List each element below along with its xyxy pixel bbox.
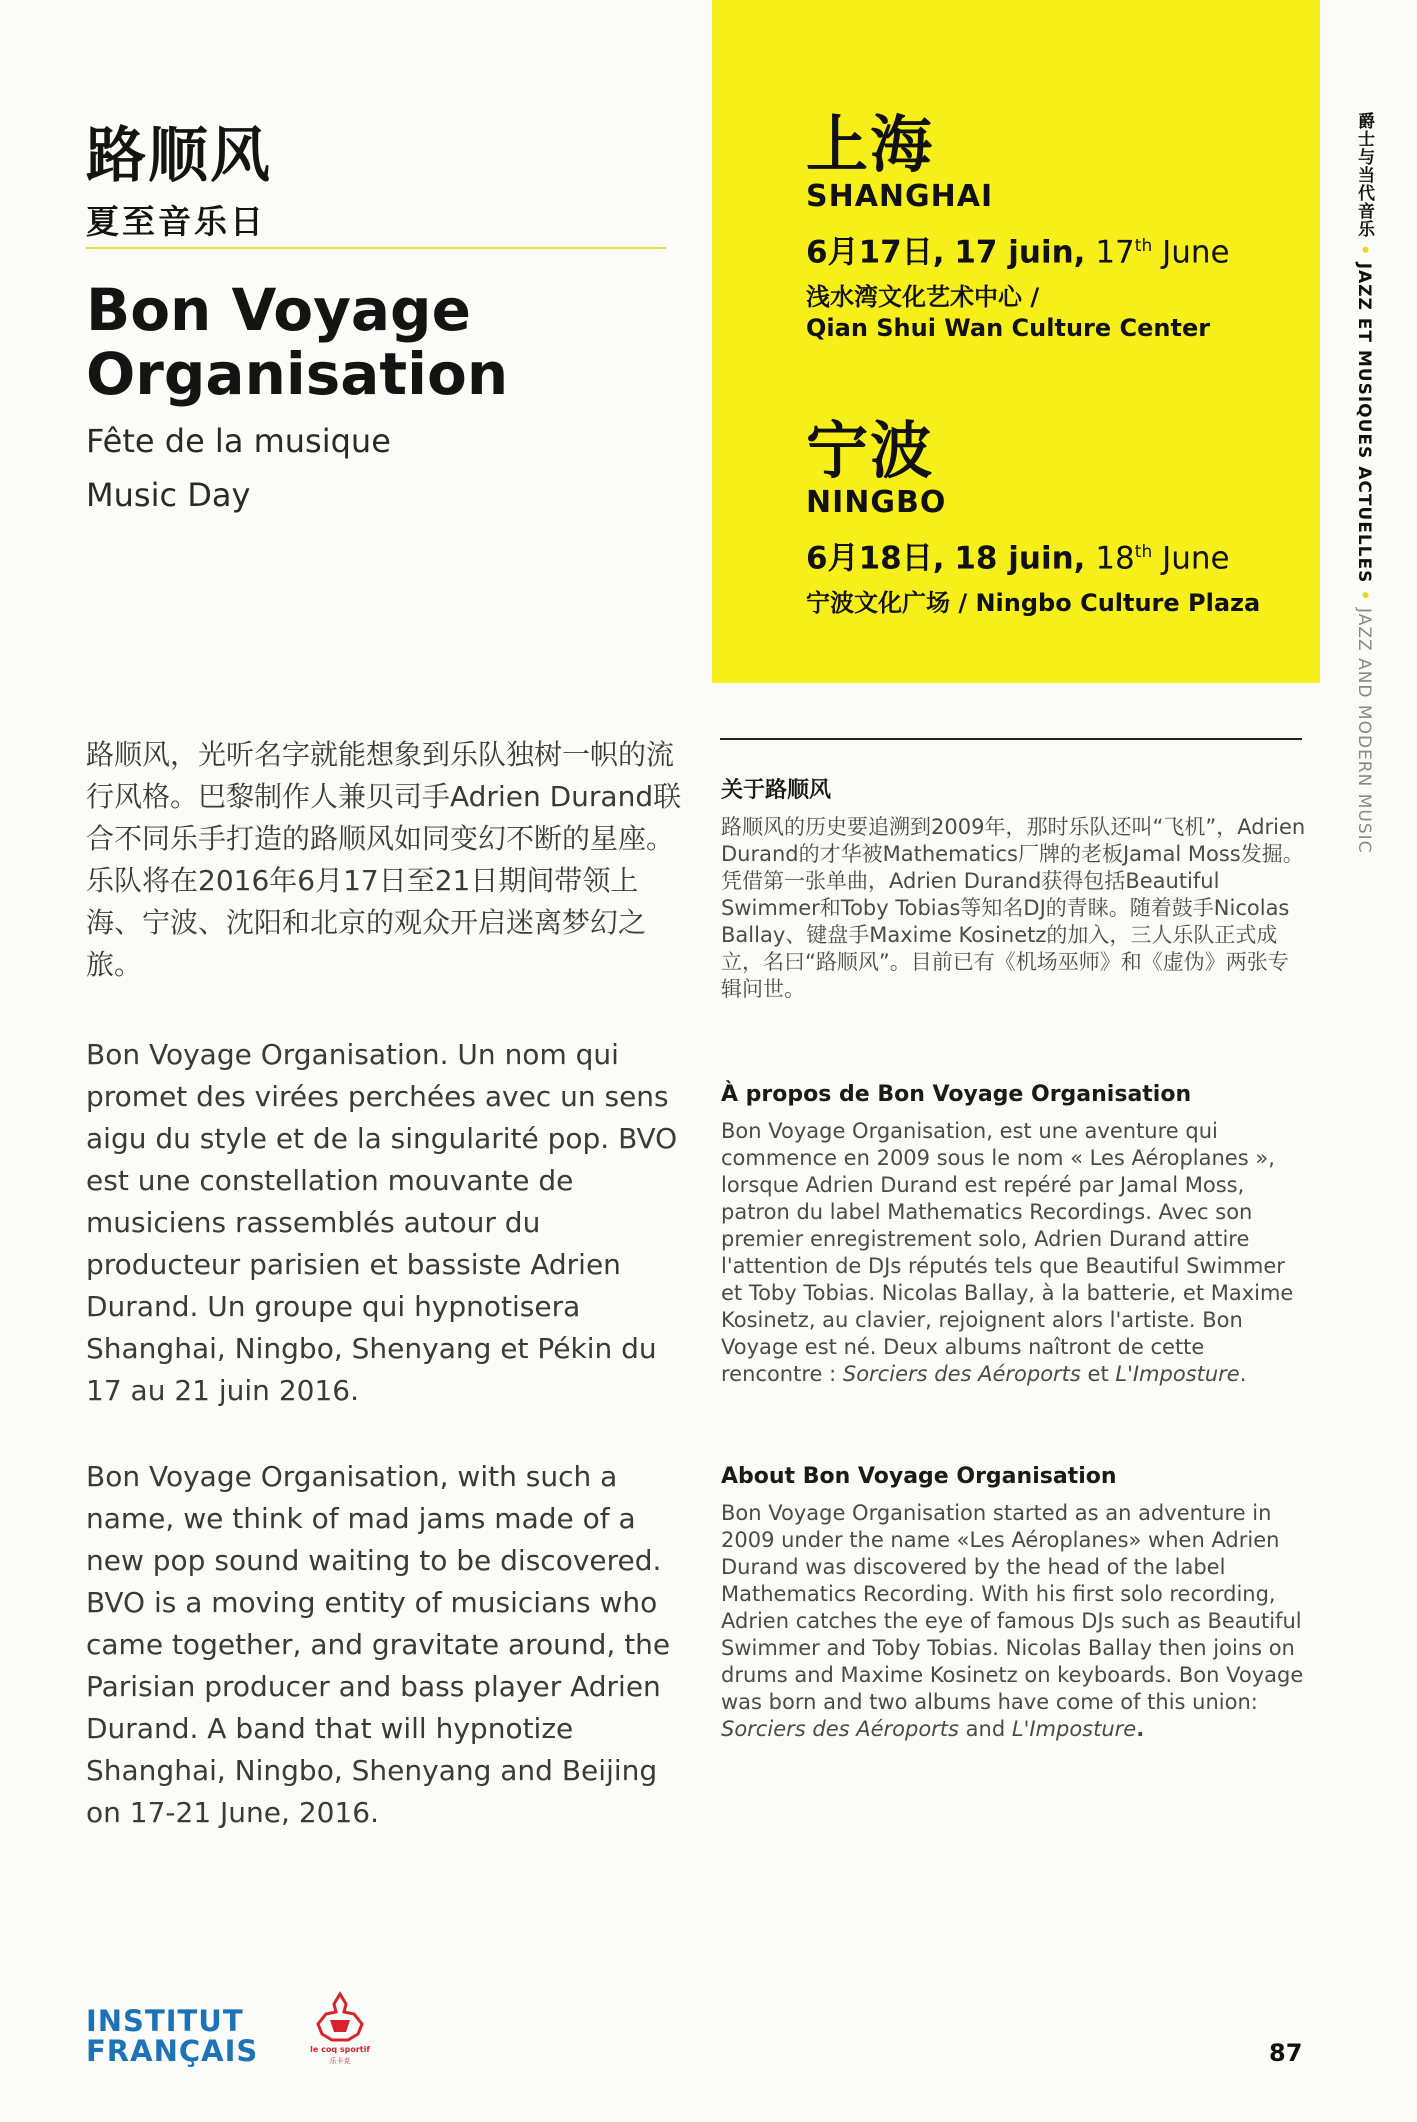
logo-line-2: FRANÇAIS — [86, 2034, 259, 2068]
date-en-day: 17 — [1095, 234, 1135, 271]
album-title: Sorciers des Aéroports — [721, 1717, 959, 1741]
fr-subtitle: Fête de la musique — [86, 422, 391, 460]
side-label-separator: • — [1354, 589, 1374, 602]
about-text-en: Bon Voyage Organisation started as an adventure in 2009 under the name «Les Aéroplanes» when Adrien Durand was discovered by the head of the label Mathematics Recording. With his first solo recording, Adrien catches the eye of famous DJs such as Beautiful Swimmer and Toby Tobias. Nicolas Ballay then joins on drums and Maxime Kosinetz on keyboards. Bon Voyage was born and two albums have come of this union: Sorciers des Aéroports and L'Imposture. — [721, 1501, 1304, 1741]
about-text-zh: 路顺风的历史要追溯到2009年，那时乐队还叫“飞机”，Adrien Durand的才华被Mathematics厂牌的老板Jamal Moss发掘。凭借第一张单曲，Adrien Durand获得包括Beautiful Swimmer和Toby Tobias等知名DJ的青睐。随着鼓手Nicolas Ballay、键盘手Maxime Kosinetz的加入，三人乐队正式成立，名曰“路顺风”。目前已有《机场巫师》和《虚伪》两张专辑问世。 — [721, 815, 1306, 1001]
coq-text: le coq sportif — [310, 2045, 370, 2054]
about-section-en — [721, 1462, 1306, 1743]
album-title: L'Imposture — [1011, 1717, 1137, 1741]
institut-francais-logo — [86, 2006, 258, 2066]
venue-zh: 浅水湾文化艺术中心 / — [806, 283, 1040, 312]
side-label-separator: • — [1354, 244, 1374, 257]
date-fr: 17 juin, — [954, 234, 1086, 271]
date-en-sup: th — [1134, 542, 1153, 562]
about-text-fr-body: Bon Voyage Organisation, est une aventure qui commence en 2009 sous le nom « Les Aéroplanes », lorsque Adrien Durand est repéré par Jamal Moss, patron du label Mathematics Recordings. Avec son premier enregistrement solo, Adrien Durand attire l'attention de DJs réputés tels que Beautiful Swimmer et Toby Tobias. Nicolas Ballay, à la batterie, et Maxime Kosinetz, au clavier, rejoignent alors l'artiste. Bon Voyage est né. Deux albums naîtront de cette rencontre : — [721, 1119, 1294, 1386]
event-title-line-2: Organisation — [86, 340, 509, 408]
event-title-line-1: Bon Voyage — [86, 276, 471, 344]
event-title — [86, 278, 508, 406]
schedule-panel — [712, 0, 1320, 683]
about-heading-en: About Bon Voyage Organisation — [721, 1464, 1117, 1489]
date-zh: 6月18日, — [806, 540, 945, 577]
event-date — [806, 224, 1230, 274]
title-divider — [86, 247, 666, 249]
album-title: Sorciers des Aéroports — [842, 1362, 1081, 1386]
about-section-zh — [721, 776, 1306, 1003]
city-name-zh: 上海 — [806, 108, 935, 181]
section-side-label — [1352, 112, 1377, 854]
city-name-zh: 宁波 — [806, 414, 935, 487]
about-divider — [720, 738, 1302, 740]
venue-en: Qian Shui Wan Culture Center — [806, 314, 1211, 343]
side-label-fr: JAZZ ET MUSIQUES ACTUELLES — [1354, 262, 1374, 584]
about-section-fr — [721, 1080, 1306, 1388]
conjunction: and — [965, 1717, 1006, 1741]
city-block-ningbo — [806, 414, 1261, 619]
en-subtitle: Music Day — [86, 476, 251, 514]
zh-title: 路顺风 — [86, 121, 272, 191]
date-en-day: 18 — [1095, 540, 1135, 577]
le-coq-sportif-logo — [300, 1990, 380, 2070]
event-date — [806, 530, 1260, 580]
about-heading-fr: À propos de Bon Voyage Organisation — [721, 1082, 1192, 1107]
date-en-month: June — [1162, 234, 1230, 271]
zh-subtitle: 夏至音乐日 — [86, 202, 266, 241]
intro-paragraph-zh: 路顺风，光听名字就能想象到乐队独树一帜的流行风格。巴黎制作人兼贝司手Adrien Durand联合不同乐手打造的路顺风如同变幻不断的星座。乐队将在2016年6月17日至21日期间带领上海、宁波、沈阳和北京的观众开启迷离梦幻之旅。 — [86, 738, 682, 981]
intro-paragraph-fr: Bon Voyage Organisation. Un nom qui promet des virées perchées avec un sens aigu du style et de la singularité pop. BVO est une constellation mouvante de musiciens rassemblés autour du producteur parisien et bassiste Adrien Durand. Un groupe qui hypnotisera Shanghai, Ningbo, Shenyang et Pékin du 17 au 21 juin 2016. — [86, 1038, 678, 1407]
side-label-en: JAZZ AND MODERN MUSIC — [1354, 608, 1374, 854]
about-text-en-body: Bon Voyage Organisation started as an adventure in 2009 under the name «Les Aéroplanes» when Adrien Durand was discovered by the head of the label Mathematics Recording. With his first solo recording, Adrien catches the eye of famous DJs such as Beautiful Swimmer and Toby Tobias. Nicolas Ballay then joins on drums and Maxime Kosinetz on keyboards. Bon Voyage was born and two albums have come of this union: — [721, 1501, 1304, 1714]
page-number: 87 — [1269, 2039, 1303, 2067]
date-en-sup: th — [1134, 236, 1153, 256]
city-name-en: SHANGHAI — [806, 179, 994, 214]
date-fr: 18 juin, — [954, 540, 1086, 577]
album-title: L'Imposture — [1115, 1362, 1240, 1386]
coq-text-zh: 乐卡克 — [329, 2057, 351, 2065]
about-text-fr: Bon Voyage Organisation, est une aventure qui commence en 2009 sous le nom « Les Aéroplanes », lorsque Adrien Durand est repéré par Jamal Moss, patron du label Mathematics Recordings. Avec son premier enregistrement solo, Adrien Durand attire l'attention de DJs réputés tels que Beautiful Swimmer et Toby Tobias. Nicolas Ballay, à la batterie, et Maxime Kosinetz, au clavier, rejoignent alors l'artiste. Bon Voyage est né. Deux albums naîtront de cette rencontre : Sorciers des Aéroports et L'Imposture. — [721, 1119, 1294, 1386]
venue: 宁波文化广场 / Ningbo Culture Plaza — [806, 589, 1261, 618]
city-block-shanghai — [806, 108, 1230, 344]
logo-line-1: INSTITUT — [86, 2004, 244, 2038]
conjunction: et — [1087, 1362, 1109, 1386]
about-heading-zh: 关于路顺风 — [721, 778, 832, 803]
date-en-month: June — [1162, 540, 1230, 577]
date-zh: 6月17日, — [806, 234, 945, 271]
intro-paragraph-en: Bon Voyage Organisation, with such a name, we think of mad jams made of a new pop sound waiting to be discovered. BVO is a moving entity of musicians who came together, and gravitate around, the Parisian producer and bass player Adrien Durand. A band that will hypnotize Shanghai, Ningbo, Shenyang and Beijing on 17-21 June, 2016. — [86, 1460, 671, 1829]
city-name-en: NINGBO — [806, 485, 947, 520]
rooster-icon — [318, 1994, 362, 2040]
side-label-zh: 爵士与当代音乐 — [1354, 112, 1374, 238]
